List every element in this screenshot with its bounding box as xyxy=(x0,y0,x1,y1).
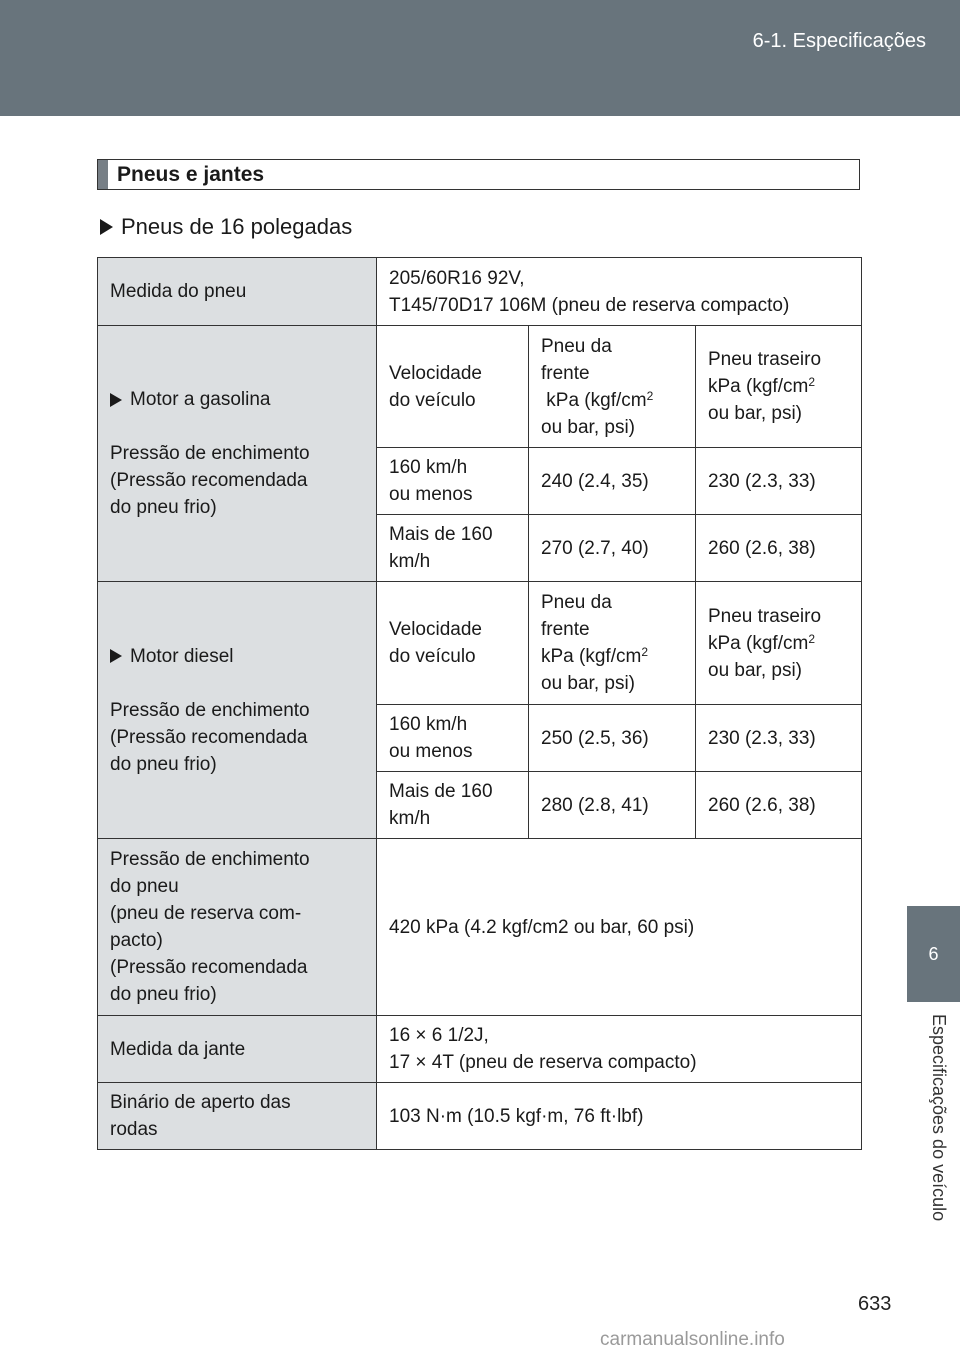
header-line: Velocidade xyxy=(389,619,482,640)
header-line: Pneu da xyxy=(541,335,612,357)
tire-spec-table xyxy=(97,257,862,1150)
unit-text: kPa (kgf/cm xyxy=(546,389,647,411)
speed-line: km/h xyxy=(389,808,431,829)
rear-tire-header xyxy=(696,326,862,448)
spare-pressure-value: 420 kPa (4.2 kgf/cm2 ou bar, 60 psi) xyxy=(377,839,862,1016)
label-line: do pneu frio) xyxy=(110,984,217,1005)
rim-size-label: Medida da jante xyxy=(98,1016,377,1083)
table-row xyxy=(98,839,862,1016)
table-row xyxy=(98,326,862,448)
header-line: do veículo xyxy=(389,646,476,667)
header-line xyxy=(541,643,683,670)
rear-pressure-cell: 260 (2.6, 38) xyxy=(696,772,862,839)
tire-size-value xyxy=(377,258,862,326)
label-line: (Pressão recomendada xyxy=(110,726,308,748)
speed-header xyxy=(377,582,529,705)
rear-pressure-cell: 260 (2.6, 38) xyxy=(696,515,862,582)
triangle-bullet-icon xyxy=(110,393,122,407)
speed-cell xyxy=(377,515,529,582)
rear-tire-header xyxy=(696,582,862,705)
speed-cell xyxy=(377,448,529,515)
gasoline-title xyxy=(110,386,364,413)
header-line: Pneu traseiro xyxy=(708,349,822,370)
header-line: ou bar, psi) xyxy=(708,659,802,681)
subheading xyxy=(100,214,352,240)
table-row xyxy=(98,1083,862,1150)
speed-line: ou menos xyxy=(389,741,473,762)
chapter-title: Especificações do veículo xyxy=(929,1014,949,1222)
tire-size-label: Medida do pneu xyxy=(98,258,377,326)
watermark: carmanualsonline.info xyxy=(600,1329,785,1350)
header-line: do veículo xyxy=(389,389,476,411)
label-line: (Pressão recomendada xyxy=(110,470,308,491)
speed-line: ou menos xyxy=(389,484,473,505)
speed-line: 160 km/h xyxy=(389,457,468,478)
table-row xyxy=(98,1016,862,1083)
header-line: ou bar, psi) xyxy=(541,416,635,438)
rim-size-value xyxy=(377,1016,862,1083)
front-tire-header xyxy=(529,326,696,448)
label-line: rodas xyxy=(110,1119,158,1140)
label-line: Pressão de enchimento xyxy=(110,849,310,870)
header-line: frente xyxy=(541,619,590,640)
header-line: frente xyxy=(541,362,590,384)
chapter-number-tab[interactable] xyxy=(907,906,960,1002)
speed-cell xyxy=(377,772,529,839)
speed-line: Mais de 160 xyxy=(389,781,493,802)
tire-size-line: 205/60R16 92V, xyxy=(389,267,525,289)
page-number: 633 xyxy=(858,1293,892,1315)
header-line: ou bar, psi) xyxy=(708,403,802,424)
speed-cell xyxy=(377,705,529,772)
label-line: Pressão de enchimento xyxy=(110,443,310,464)
diesel-title-text: Motor diesel xyxy=(130,645,234,667)
front-pressure-cell: 270 (2.7, 40) xyxy=(529,515,696,582)
superscript: 2 xyxy=(808,375,815,389)
table-row xyxy=(98,258,862,326)
front-pressure-cell: 250 (2.5, 36) xyxy=(529,705,696,772)
header-line xyxy=(708,373,849,400)
label-line: do pneu frio) xyxy=(110,497,217,518)
superscript: 2 xyxy=(808,631,815,646)
subheading-text: Pneus de 16 polegadas xyxy=(121,214,353,239)
speed-line: km/h xyxy=(389,551,431,572)
superscript: 2 xyxy=(646,388,654,403)
table-row xyxy=(98,582,862,705)
triangle-bullet-icon xyxy=(110,649,122,663)
speed-line: Mais de 160 xyxy=(389,524,493,545)
section-heading-box xyxy=(97,159,860,190)
header-line: Velocidade xyxy=(389,362,482,384)
unit-text: kPa (kgf/cm xyxy=(708,632,809,654)
label-line: Binário de aperto das xyxy=(110,1092,291,1113)
wheel-torque-value: 103 N·m (10.5 kgf·m, 76 ft·lbf) xyxy=(377,1083,862,1150)
spare-pressure-label xyxy=(98,839,377,1016)
header-line xyxy=(708,630,849,657)
diesel-title xyxy=(110,643,364,670)
label-line: (Pressão recomendada xyxy=(110,957,308,978)
gasoline-pressure-label xyxy=(98,326,377,582)
rear-pressure-cell: 230 (2.3, 33) xyxy=(696,448,862,515)
gasoline-title-text: Motor a gasolina xyxy=(130,389,271,410)
section-heading-bar xyxy=(98,160,108,189)
unit-text: kPa (kgf/cm xyxy=(541,646,642,667)
rim-size-line: 16 × 6 1/2J, xyxy=(389,1025,489,1046)
diesel-pressure-label xyxy=(98,582,377,839)
superscript: 2 xyxy=(641,645,648,659)
front-tire-header xyxy=(529,582,696,705)
label-line: Pressão de enchimento xyxy=(110,699,310,721)
header-line: ou bar, psi) xyxy=(541,673,635,694)
header-band xyxy=(0,0,960,116)
chapter-number: 6 xyxy=(928,943,939,964)
speed-line: 160 km/h xyxy=(389,714,468,735)
header-line: Pneu da xyxy=(541,592,612,613)
front-pressure-cell: 240 (2.4, 35) xyxy=(529,448,696,515)
header-line xyxy=(541,387,683,414)
speed-header xyxy=(377,326,529,448)
unit-text: kPa (kgf/cm xyxy=(708,376,809,397)
rear-pressure-cell: 230 (2.3, 33) xyxy=(696,705,862,772)
section-title: 6-1. Especificações xyxy=(752,30,926,52)
triangle-bullet-icon xyxy=(100,219,113,235)
label-line: (pneu de reserva com- xyxy=(110,903,302,924)
label-line: pacto) xyxy=(110,930,163,951)
front-pressure-cell: 280 (2.8, 41) xyxy=(529,772,696,839)
label-line: do pneu xyxy=(110,876,179,897)
wheel-torque-label xyxy=(98,1083,377,1150)
section-heading: Pneus e jantes xyxy=(117,162,265,186)
header-line: Pneu traseiro xyxy=(708,605,822,627)
rim-size-line: 17 × 4T (pneu de reserva compacto) xyxy=(389,1052,697,1073)
label-line: do pneu frio) xyxy=(110,753,217,775)
tire-size-line: T145/70D17 106M (pneu de reserva compacto) xyxy=(389,294,790,316)
